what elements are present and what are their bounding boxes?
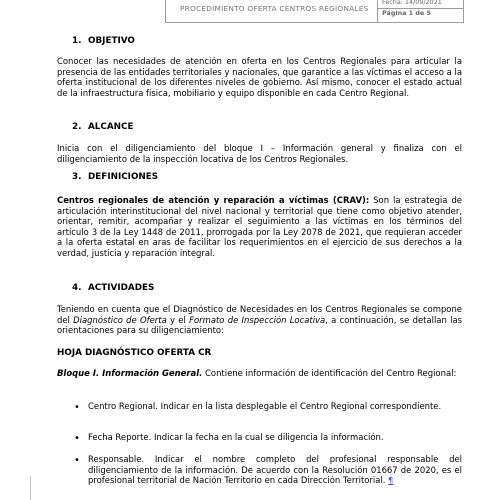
paragraph-bloque-1: Bloque I. Información General. Contiene información de identificación del Centro Regional: xyxy=(57,368,457,378)
paragraph-objetivo: Conocer las necesidades de atención en oferta en los Centros Regionales para articular la presencia de las entidades territoriales y nacionales, que garantice a las víctimas el acceso a la oferta institucional de los diferentes niveles de gobierno. Así mismo, conocer el estado actual de la infraestructura física, mobiliario y equipo disponible en cada Centro Regional. xyxy=(57,56,462,98)
section-heading-objetivo: 1. OBJETIVO xyxy=(72,36,135,46)
header-title-cell xyxy=(165,0,378,23)
paragraph-actividades: Teniendo en cuenta que el Diagnóstico de Necesidades en los Centros Regionales se compone del Diagnóstico de Oferta y el Formato de Inspección Locativa, a continuación, se detallan las orientaciones para su diligenciamiento: xyxy=(57,304,463,336)
paragraph-definiciones: Centros regionales de atención y reparación a víctimas (CRAV): Son la estrategia de articulación interinstitucional del nivel nacional y territorial que tiene como objetivo atender, orientar, remitir, acompañar y realizar el seguimiento a las víctimas en los términos del artículo 3 de la Ley 1448 de 2011, prorrogada por la Ley 2078 de 2021, que requieran acceder a la oferta estatal en aras de facilitar los requerimientos en el ejercicio de sus derechos a la verdad, justicia y reparación integral. xyxy=(57,195,462,258)
section-heading-definiciones: 3. DEFINICIONES xyxy=(72,172,159,182)
header-title: PROCEDIMIENTO OFERTA CENTROS REGIONALES xyxy=(180,4,369,13)
section-heading-alcance: 2. ALCANCE xyxy=(72,122,134,132)
section-heading-actividades: 4. ACTIVIDADES xyxy=(72,283,155,293)
subheading-hoja-diagnostico: HOJA DIAGNÓSTICO OFERTA CR xyxy=(57,348,212,358)
paragraph-alcance: Inicia con el diligenciamiento del bloque I – Información general y finaliza con el diligenciamiento de la inspección locativa de los Centros Regionales. xyxy=(57,143,462,164)
definition-term: Centros regionales de atención y reparación a víctimas (CRAV): xyxy=(57,195,370,205)
list-item: Responsable. Indicar el nombre completo del profesional responsable del diligenciamiento de la información. De acuerdo con la Resolución 01667 de 2020, es el profesional territorial de Nación Territorio en cada Dirección Territorial. ¶ xyxy=(88,454,462,486)
header-table xyxy=(0,0,491,24)
paragraph-mark: ¶ xyxy=(388,476,394,486)
header-date: Fecha: 14/09/2021 xyxy=(382,0,442,6)
header-meta-cell xyxy=(377,0,464,23)
header-logo-cell xyxy=(0,0,166,22)
list-item: Fecha Reporte. Indicar la fecha en la cual se diligencia la información. xyxy=(88,432,384,442)
bullet-marker: • xyxy=(74,455,80,466)
bullet-marker: • xyxy=(74,402,80,413)
header-page-number: Página 1 de 5 xyxy=(382,9,431,17)
bullet-marker: • xyxy=(74,433,80,444)
list-item: Centro Regional. Indicar en la lista desplegable el Centro Regional correspondiente. xyxy=(88,401,442,411)
margin-line xyxy=(30,476,31,500)
